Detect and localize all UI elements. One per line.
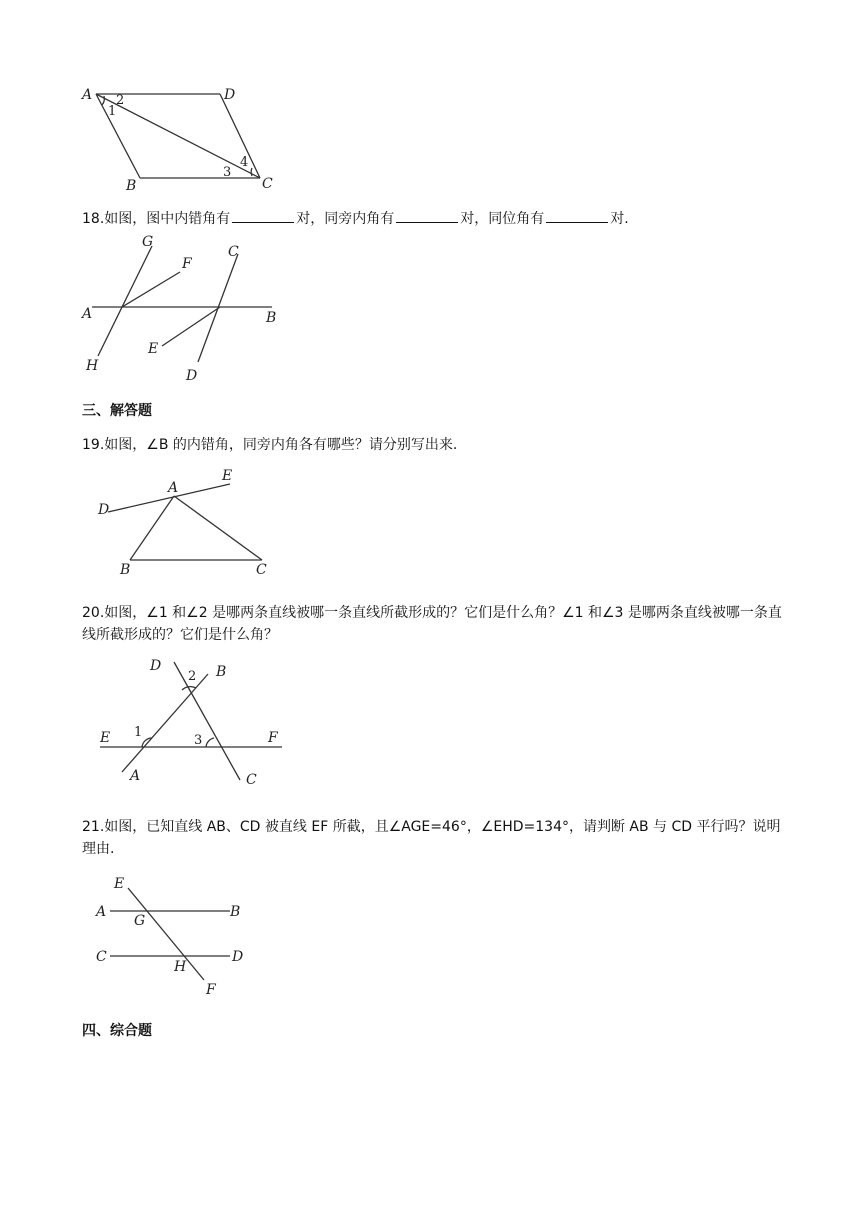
question-21: 21.如图，已知直线 AB、CD 被直线 EF 所截，且∠AGE=46°，∠EHD=134°，请判断 AB 与 CD 平行吗？说明理由. <box>82 819 781 857</box>
angle-label-2: 2 <box>188 669 197 684</box>
figure-21-parallel-lines <box>90 870 260 1000</box>
question-19: 19.如图，∠B 的内错角，同旁内角各有哪些？请分别写出来. <box>82 437 458 453</box>
label-A: A <box>96 904 107 920</box>
angle-label-2: 2 <box>116 93 125 108</box>
figure-18-lines <box>78 230 288 385</box>
figure-20-lines <box>90 652 300 792</box>
figure-17-parallelogram <box>78 80 288 195</box>
angle-label-1: 1 <box>108 104 117 119</box>
label-E: E <box>114 876 125 892</box>
label-C: C <box>262 176 273 192</box>
side-AC <box>174 496 262 560</box>
label-B: B <box>216 664 227 680</box>
label-F: F <box>182 256 192 272</box>
angle-label-1: 1 <box>134 725 143 740</box>
angle-arc-3 <box>206 738 214 747</box>
label-G: G <box>142 234 154 250</box>
label-C: C <box>96 949 107 965</box>
q18-lead: 18.如图，图中内错角有 <box>82 211 231 227</box>
label-A: A <box>168 480 179 496</box>
angle-arc-4 <box>251 168 252 176</box>
q18-mid1: 对，同旁内角有 <box>296 211 395 227</box>
line-AB <box>122 674 208 772</box>
label-D: D <box>224 87 236 103</box>
label-A: A <box>130 768 141 784</box>
label-A: A <box>82 306 93 322</box>
label-F: F <box>268 730 278 746</box>
angle-label-4: 4 <box>240 155 249 170</box>
label-H: H <box>174 959 187 975</box>
label-H: H <box>86 358 99 374</box>
label-C: C <box>246 772 257 788</box>
label-C: C <box>256 562 267 578</box>
figure-19-triangle <box>90 462 290 582</box>
label-D: D <box>186 368 198 384</box>
label-B: B <box>230 904 241 920</box>
section-3-heading: 三、解答题 <box>82 403 152 419</box>
label-A: A <box>82 87 93 103</box>
blank-2[interactable] <box>396 208 458 223</box>
label-E: E <box>148 341 159 357</box>
label-E: E <box>222 468 233 484</box>
label-D: D <box>150 658 162 674</box>
label-B: B <box>266 310 277 326</box>
q18-mid2: 对，同位角有 <box>460 211 545 227</box>
q18-tail: 对. <box>610 211 629 227</box>
label-B: B <box>120 562 131 578</box>
line-DC <box>174 662 240 780</box>
line-EF <box>128 888 204 980</box>
label-G: G <box>134 913 146 929</box>
label-D: D <box>98 502 110 518</box>
blank-3[interactable] <box>546 208 608 223</box>
label-E: E <box>100 730 111 746</box>
label-C: C <box>228 244 239 260</box>
label-D: D <box>232 949 244 965</box>
label-B: B <box>126 178 137 194</box>
blank-1[interactable] <box>232 208 294 223</box>
line-GH <box>98 246 152 356</box>
question-18 <box>82 208 782 230</box>
angle-label-3: 3 <box>223 165 232 180</box>
section-4-heading: 四、综合题 <box>82 1023 152 1039</box>
question-20: 20.如图，∠1 和∠2 是哪两条直线被哪一条直线所截形成的？它们是什么角？∠1 和∠3 是哪两条直线被哪一条直线所截形成的？它们是什么角？ <box>82 605 782 643</box>
angle-label-3: 3 <box>194 733 203 748</box>
label-F: F <box>206 982 216 998</box>
